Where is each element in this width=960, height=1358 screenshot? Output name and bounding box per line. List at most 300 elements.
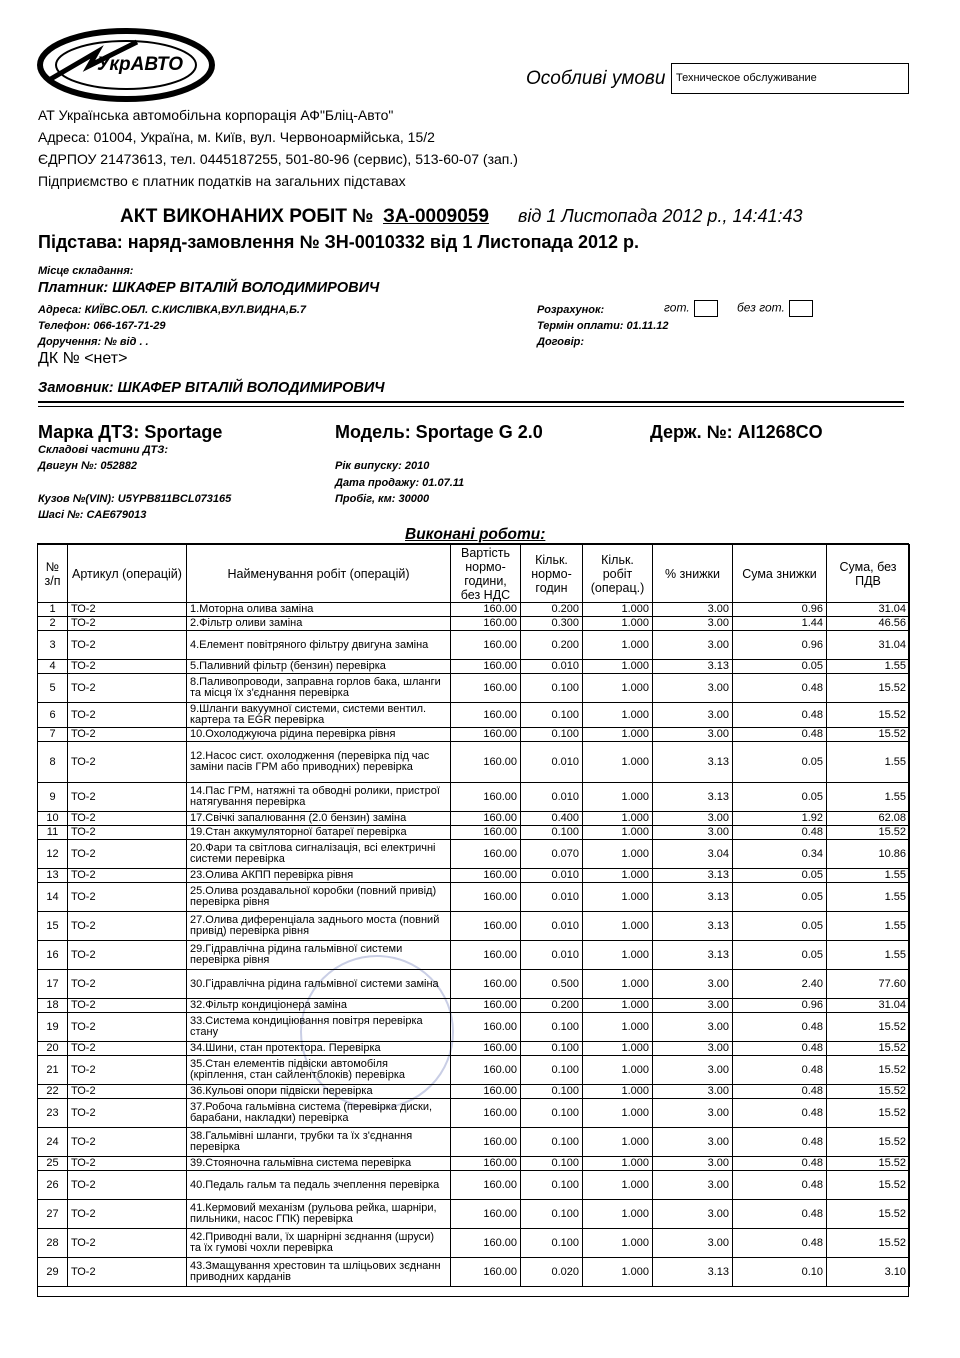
cell-discount-sum: 0.05	[733, 941, 827, 970]
cell-number: 19	[38, 1013, 68, 1042]
cell-discount-pct: 3.00	[653, 1013, 733, 1042]
table-row	[38, 783, 910, 812]
cell-article: ТО-2	[68, 883, 187, 912]
cell-number: 14	[38, 883, 68, 912]
cell-hours: 0.010	[521, 660, 583, 674]
table-row	[38, 970, 910, 999]
table-row	[38, 1085, 910, 1099]
cell-total: 1.55	[827, 912, 910, 941]
cell-ops: 1.000	[583, 1099, 653, 1128]
col-header-ops: Кільк. робіт (операц.)	[583, 545, 653, 603]
act-basis: Підстава: наряд-замовлення № ЗН-0010332 від 1 Листопада 2012 р.	[38, 232, 639, 252]
cell-discount-pct: 3.00	[653, 999, 733, 1013]
cell-discount-sum: 0.05	[733, 883, 827, 912]
customer-name: Замовник: ШКАФЕР ВІТАЛІЙ ВОЛОДИМИРОВИЧ	[38, 380, 385, 396]
cell-ops: 1.000	[583, 617, 653, 631]
cell-article: ТО-2	[68, 812, 187, 826]
table-row	[38, 912, 910, 941]
cell-discount-pct: 3.13	[653, 783, 733, 812]
cell-ops: 1.000	[583, 783, 653, 812]
cell-hour-price: 160.00	[451, 869, 521, 883]
cell-ops: 1.000	[583, 1200, 653, 1229]
cash-option	[664, 300, 718, 317]
vehicle-parts-label: Складові частини ДТЗ:	[38, 444, 168, 456]
cell-name: 35.Стан елементів підвіски автомобіля (кріплення, стан сайлентблоків) перевірка	[187, 1056, 451, 1085]
table-row	[38, 742, 910, 783]
cell-total: 15.52	[827, 1042, 910, 1056]
cell-hour-price: 160.00	[451, 1042, 521, 1056]
dk-number: ДК № <нет>	[38, 350, 128, 367]
cell-total: 15.52	[827, 674, 910, 703]
cell-discount-sum: 0.48	[733, 703, 827, 728]
cell-ops: 1.000	[583, 674, 653, 703]
works-table-body	[38, 603, 910, 1287]
cell-name: 29.Гідравлічна рідина гальмівної системи перевірка рівня	[187, 941, 451, 970]
cell-discount-pct: 3.00	[653, 812, 733, 826]
cell-name: 4.Елемент повітряного фільтру двигуна заміна	[187, 631, 451, 660]
special-conditions-value: Техническое обслуживание	[671, 63, 909, 94]
cell-article: ТО-2	[68, 869, 187, 883]
cell-hours: 0.100	[521, 728, 583, 742]
table-row	[38, 631, 910, 660]
cell-ops: 1.000	[583, 1013, 653, 1042]
cell-article: ТО-2	[68, 1042, 187, 1056]
table-row	[38, 660, 910, 674]
cell-discount-pct: 3.00	[653, 1229, 733, 1258]
cell-hour-price: 160.00	[451, 999, 521, 1013]
cell-ops: 1.000	[583, 941, 653, 970]
cell-ops: 1.000	[583, 826, 653, 840]
col-header-discount-sum: Сума знижки	[733, 545, 827, 603]
cell-discount-pct: 3.00	[653, 603, 733, 617]
vehicle-model: Модель: Sportage G 2.0	[335, 422, 543, 442]
cell-hour-price: 160.00	[451, 703, 521, 728]
table-row	[38, 1171, 910, 1200]
cell-number: 28	[38, 1229, 68, 1258]
cell-hours: 0.100	[521, 1128, 583, 1157]
cell-ops: 1.000	[583, 603, 653, 617]
works-title: Виконані роботи:	[405, 526, 546, 543]
cell-discount-sum: 0.48	[733, 1157, 827, 1171]
cell-name: 20.Фари та світлова сигналізація, всі електричні системи перевірка	[187, 840, 451, 869]
cell-number: 9	[38, 783, 68, 812]
cell-number: 1	[38, 603, 68, 617]
table-row	[38, 869, 910, 883]
cell-hours: 0.010	[521, 783, 583, 812]
cell-ops: 1.000	[583, 1085, 653, 1099]
cell-number: 11	[38, 826, 68, 840]
cell-discount-pct: 3.13	[653, 742, 733, 783]
table-row	[38, 1229, 910, 1258]
cell-hours: 0.500	[521, 970, 583, 999]
cell-ops: 1.000	[583, 883, 653, 912]
cell-discount-pct: 3.00	[653, 1171, 733, 1200]
cell-name: 43.Змащування хрестовин та шліцьових зєднанн приводних карданів	[187, 1258, 451, 1287]
cell-discount-sum: 0.05	[733, 783, 827, 812]
cell-discount-sum: 0.96	[733, 603, 827, 617]
cell-total: 10.86	[827, 840, 910, 869]
cell-number: 21	[38, 1056, 68, 1085]
cell-total: 15.52	[827, 1229, 910, 1258]
cell-discount-sum: 0.10	[733, 1258, 827, 1287]
table-row	[38, 674, 910, 703]
cell-number: 26	[38, 1171, 68, 1200]
cell-total: 15.52	[827, 728, 910, 742]
cell-discount-pct: 3.00	[653, 703, 733, 728]
cell-discount-pct: 3.00	[653, 826, 733, 840]
cell-article: ТО-2	[68, 1229, 187, 1258]
cell-hour-price: 160.00	[451, 1099, 521, 1128]
act-number: ЗА-0009059	[383, 206, 489, 227]
cell-article: ТО-2	[68, 941, 187, 970]
cell-discount-pct: 3.00	[653, 1042, 733, 1056]
table-row	[38, 1013, 910, 1042]
cell-hour-price: 160.00	[451, 1128, 521, 1157]
cell-article: ТО-2	[68, 970, 187, 999]
cell-name: 27.Олива диференціала заднього моста (повний привід) перевірка рівня	[187, 912, 451, 941]
cell-total: 15.52	[827, 1157, 910, 1171]
table-row	[38, 1200, 910, 1229]
cell-article: ТО-2	[68, 1085, 187, 1099]
cell-hours: 0.010	[521, 883, 583, 912]
cell-discount-sum: 2.40	[733, 970, 827, 999]
cell-hour-price: 160.00	[451, 1157, 521, 1171]
cell-hour-price: 160.00	[451, 783, 521, 812]
table-row	[38, 603, 910, 617]
company-tax-status: Підприємство є платник податків на загальних підставах	[38, 173, 406, 189]
cell-total: 1.55	[827, 941, 910, 970]
cell-discount-sum: 0.96	[733, 999, 827, 1013]
cell-hours: 0.400	[521, 812, 583, 826]
cell-total: 15.52	[827, 1085, 910, 1099]
cell-discount-pct: 3.00	[653, 1099, 733, 1128]
table-row	[38, 1157, 910, 1171]
cell-ops: 1.000	[583, 999, 653, 1013]
table-row	[38, 617, 910, 631]
cell-total: 46.56	[827, 617, 910, 631]
cell-article: ТО-2	[68, 1157, 187, 1171]
cell-hour-price: 160.00	[451, 728, 521, 742]
cell-ops: 1.000	[583, 970, 653, 999]
cell-discount-sum: 0.48	[733, 1171, 827, 1200]
cell-number: 29	[38, 1258, 68, 1287]
cell-total: 15.52	[827, 1056, 910, 1085]
cell-discount-pct: 3.00	[653, 1128, 733, 1157]
cell-name: 10.Охолоджуюча рідина перевірка рівня	[187, 728, 451, 742]
cell-number: 17	[38, 970, 68, 999]
cell-hour-price: 160.00	[451, 1229, 521, 1258]
ukravto-logo	[37, 28, 215, 102]
cell-number: 22	[38, 1085, 68, 1099]
cell-number: 18	[38, 999, 68, 1013]
table-row	[38, 1056, 910, 1085]
cell-name: 38.Гальмівні шланги, трубки та їх з'єднання перевірка	[187, 1128, 451, 1157]
cell-article: ТО-2	[68, 1099, 187, 1128]
cell-discount-sum: 0.48	[733, 1128, 827, 1157]
payer-address: Адреса: КИЇВС.ОБЛ. С.КИСЛІВКА,ВУЛ.ВИДНА,Б.7	[38, 304, 307, 316]
payer-name: Платник: ШКАФЕР ВІТАЛІЙ ВОЛОДИМИРОВИЧ	[38, 280, 380, 296]
cell-name: 14.Пас ГРМ, натяжні та обводні ролики, пристрої натягування перевірка	[187, 783, 451, 812]
cell-name: 34.Шини, стан протектора. Перевірка	[187, 1042, 451, 1056]
col-header-article: Артикул (операцій)	[68, 545, 187, 603]
cell-total: 31.04	[827, 631, 910, 660]
vehicle-vin: Кузов №(VIN): U5YPB811BCL073165	[38, 493, 232, 505]
cell-discount-sum: 1.92	[733, 812, 827, 826]
divider	[38, 406, 904, 407]
cell-hour-price: 160.00	[451, 826, 521, 840]
cell-number: 8	[38, 742, 68, 783]
special-conditions-label: Особливі умови	[526, 68, 666, 89]
cell-hour-price: 160.00	[451, 840, 521, 869]
cash-label: гот.	[664, 300, 690, 315]
col-header-total: Сума, без ПДВ	[827, 545, 910, 603]
cell-hour-price: 160.00	[451, 941, 521, 970]
vehicle-chassis: Шасі №: CAE679013	[38, 509, 147, 521]
cell-total: 77.60	[827, 970, 910, 999]
cell-article: ТО-2	[68, 1013, 187, 1042]
cell-discount-sum: 0.96	[733, 631, 827, 660]
cell-article: ТО-2	[68, 617, 187, 631]
cell-total: 1.55	[827, 869, 910, 883]
cell-hour-price: 160.00	[451, 1013, 521, 1042]
cell-total: 1.55	[827, 742, 910, 783]
cell-number: 24	[38, 1128, 68, 1157]
cell-hours: 0.100	[521, 1085, 583, 1099]
cell-hour-price: 160.00	[451, 603, 521, 617]
cell-discount-pct: 3.00	[653, 1085, 733, 1099]
cell-article: ТО-2	[68, 826, 187, 840]
place-label: Місце складання:	[38, 265, 134, 277]
cell-number: 20	[38, 1042, 68, 1056]
table-row	[38, 1258, 910, 1287]
col-header-hours: Кільк. нормо-годин	[521, 545, 583, 603]
cell-discount-pct: 3.00	[653, 1200, 733, 1229]
act-date: від 1 Листопада 2012 р., 14:41:43	[518, 206, 803, 226]
cell-name: 2.Фільтр оливи заміна	[187, 617, 451, 631]
cell-total: 15.52	[827, 1099, 910, 1128]
cell-hour-price: 160.00	[451, 912, 521, 941]
cell-total: 1.55	[827, 783, 910, 812]
cell-total: 1.55	[827, 883, 910, 912]
cell-discount-sum: 0.48	[733, 728, 827, 742]
cell-total: 31.04	[827, 999, 910, 1013]
cell-hour-price: 160.00	[451, 674, 521, 703]
cell-discount-pct: 3.00	[653, 970, 733, 999]
cell-discount-pct: 3.04	[653, 840, 733, 869]
cell-hours: 0.100	[521, 1056, 583, 1085]
cell-total: 1.55	[827, 660, 910, 674]
svg-text:УкрАВТО: УкрАВТО	[97, 54, 184, 75]
noncash-label: без гот.	[737, 300, 785, 315]
cell-ops: 1.000	[583, 912, 653, 941]
cell-hours: 0.010	[521, 742, 583, 783]
cell-ops: 1.000	[583, 1042, 653, 1056]
cell-name: 1.Моторна олива заміна	[187, 603, 451, 617]
cell-ops: 1.000	[583, 660, 653, 674]
cell-total: 15.52	[827, 1200, 910, 1229]
cell-discount-sum: 0.05	[733, 742, 827, 783]
payer-phone: Телефон: 066-167-71-29	[38, 320, 166, 332]
cell-ops: 1.000	[583, 812, 653, 826]
cell-hour-price: 160.00	[451, 883, 521, 912]
cell-article: ТО-2	[68, 1258, 187, 1287]
cell-ops: 1.000	[583, 1157, 653, 1171]
table-row	[38, 1042, 910, 1056]
cell-number: 15	[38, 912, 68, 941]
cell-discount-pct: 3.00	[653, 617, 733, 631]
cell-name: 39.Стояночна гальмівна система перевірка	[187, 1157, 451, 1171]
cell-ops: 1.000	[583, 1229, 653, 1258]
cash-checkbox[interactable]	[694, 300, 718, 317]
cell-name: 37.Робоча гальмівна система (перевірка диски, барабани, накладки) перевірка	[187, 1099, 451, 1128]
cell-hours: 0.100	[521, 1171, 583, 1200]
cell-hour-price: 160.00	[451, 742, 521, 783]
cell-hours: 0.020	[521, 1258, 583, 1287]
cell-hours: 0.100	[521, 1200, 583, 1229]
cell-name: 40.Педаль гальм та педаль зчеплення перевірка	[187, 1171, 451, 1200]
col-header-hour-price: Вартість нормо-години, без НДС	[451, 545, 521, 603]
vehicle-engine: Двигун №: 052882	[38, 460, 138, 472]
table-row	[38, 1128, 910, 1157]
cell-name: 41.Кермовий механізм (рульова рейка, шарніри, пильники, насос ГПК) перевірка	[187, 1200, 451, 1229]
cell-hours: 0.300	[521, 617, 583, 631]
cell-name: 17.Свічкі запалювання (2.0 бензин) заміна	[187, 812, 451, 826]
cell-total: 15.52	[827, 826, 910, 840]
table-row	[38, 999, 910, 1013]
cell-article: ТО-2	[68, 840, 187, 869]
cell-article: ТО-2	[68, 912, 187, 941]
noncash-option	[737, 300, 813, 317]
cell-ops: 1.000	[583, 728, 653, 742]
table-row	[38, 826, 910, 840]
cell-number: 6	[38, 703, 68, 728]
cell-article: ТО-2	[68, 703, 187, 728]
cell-ops: 1.000	[583, 631, 653, 660]
cell-number: 12	[38, 840, 68, 869]
cell-hours: 0.100	[521, 703, 583, 728]
cell-discount-pct: 3.00	[653, 674, 733, 703]
cell-article: ТО-2	[68, 783, 187, 812]
cell-total: 15.52	[827, 703, 910, 728]
cell-hour-price: 160.00	[451, 1171, 521, 1200]
cell-name: 8.Паливопроводи, заправна горлов бака, шланги та місця їх з'єднання перевірка	[187, 674, 451, 703]
cell-discount-pct: 3.13	[653, 912, 733, 941]
payer-order: Доручення: № від . .	[38, 336, 149, 348]
cell-ops: 1.000	[583, 1128, 653, 1157]
table-row	[38, 941, 910, 970]
cell-article: ТО-2	[68, 631, 187, 660]
cell-ops: 1.000	[583, 1171, 653, 1200]
table-row	[38, 703, 910, 728]
vehicle-sale-date: Дата продажу: 01.07.11	[335, 477, 465, 489]
cell-article: ТО-2	[68, 1171, 187, 1200]
cell-hours: 0.100	[521, 1099, 583, 1128]
cell-discount-pct: 3.13	[653, 660, 733, 674]
cell-ops: 1.000	[583, 742, 653, 783]
cell-discount-sum: 0.48	[733, 1056, 827, 1085]
cell-total: 15.52	[827, 1171, 910, 1200]
cell-hours: 0.200	[521, 603, 583, 617]
cell-hours: 0.200	[521, 999, 583, 1013]
cell-name: 12.Насос сист. охолодження (перевірка під час заміни пасів ГРМ або приводних) перевірка	[187, 742, 451, 783]
cell-discount-sum: 0.48	[733, 1099, 827, 1128]
cell-article: ТО-2	[68, 742, 187, 783]
divider	[38, 401, 904, 403]
table-row	[38, 883, 910, 912]
cell-number: 7	[38, 728, 68, 742]
cell-hours: 0.100	[521, 826, 583, 840]
cell-hours: 0.100	[521, 1157, 583, 1171]
cell-hour-price: 160.00	[451, 1056, 521, 1085]
cell-hour-price: 160.00	[451, 1085, 521, 1099]
cell-hours: 0.100	[521, 1229, 583, 1258]
cell-hour-price: 160.00	[451, 1200, 521, 1229]
cell-discount-pct: 3.13	[653, 883, 733, 912]
cell-hours: 0.100	[521, 674, 583, 703]
cell-discount-pct: 3.13	[653, 869, 733, 883]
cell-ops: 1.000	[583, 840, 653, 869]
cell-name: 42.Приводні вали, їх шарнірні зєднання (шруси) та їх гумові чохли перевірка	[187, 1229, 451, 1258]
cell-article: ТО-2	[68, 1128, 187, 1157]
cell-discount-sum: 0.48	[733, 1229, 827, 1258]
payment-label: Розрахунок:	[537, 304, 605, 316]
cell-discount-sum: 0.48	[733, 1042, 827, 1056]
cell-discount-sum: 1.44	[733, 617, 827, 631]
contract-label: Договір:	[537, 336, 585, 348]
cell-discount-pct: 3.00	[653, 1157, 733, 1171]
company-edrpou: ЄДРПОУ 21473613, тел. 0445187255, 501-80-96 (сервис), 513-60-07 (зап.)	[38, 151, 518, 167]
cell-name: 19.Стан аккумуляторної батареї перевірка	[187, 826, 451, 840]
cell-article: ТО-2	[68, 728, 187, 742]
cell-number: 27	[38, 1200, 68, 1229]
vehicle-make: Марка ДТЗ: Sportage	[38, 422, 223, 442]
cell-ops: 1.000	[583, 1258, 653, 1287]
cell-total: 31.04	[827, 603, 910, 617]
cell-discount-pct: 3.00	[653, 728, 733, 742]
cell-name: 32.Фільтр кондиціонера заміна	[187, 999, 451, 1013]
company-address: Адреса: 01004, Україна, м. Київ, вул. Червоноармійська, 15/2	[38, 129, 435, 145]
cell-article: ТО-2	[68, 603, 187, 617]
col-header-number: № з/п	[38, 545, 68, 603]
cell-name: 36.Кульові опори підвіски перевірка	[187, 1085, 451, 1099]
payment-term: Термін оплати: 01.11.12	[537, 320, 669, 332]
vehicle-reg-number: Держ. №: AI1268CO	[650, 422, 823, 442]
cell-name: 9.Шланги вакуумної системи, системи вентил. картера та EGR перевірка	[187, 703, 451, 728]
cell-number: 5	[38, 674, 68, 703]
cell-discount-sum: 0.48	[733, 1200, 827, 1229]
table-row	[38, 728, 910, 742]
cell-hours: 0.010	[521, 912, 583, 941]
cell-discount-sum: 0.48	[733, 674, 827, 703]
cell-hour-price: 160.00	[451, 812, 521, 826]
cell-number: 23	[38, 1099, 68, 1128]
noncash-checkbox[interactable]	[789, 300, 813, 317]
vehicle-year: Рік випуску: 2010	[335, 460, 430, 472]
table-row	[38, 1099, 910, 1128]
table-row	[38, 812, 910, 826]
cell-discount-sum: 0.05	[733, 912, 827, 941]
cell-hours: 0.070	[521, 840, 583, 869]
cell-discount-pct: 3.00	[653, 1056, 733, 1085]
cell-discount-sum: 0.05	[733, 869, 827, 883]
col-header-discount-pct: % знижки	[653, 545, 733, 603]
cell-total: 62.08	[827, 812, 910, 826]
cell-hour-price: 160.00	[451, 660, 521, 674]
cell-discount-sum: 0.48	[733, 826, 827, 840]
cell-discount-sum: 0.34	[733, 840, 827, 869]
cell-total: 15.52	[827, 1013, 910, 1042]
cell-name: 33.Система кондиціювання повітря перевірка стану	[187, 1013, 451, 1042]
